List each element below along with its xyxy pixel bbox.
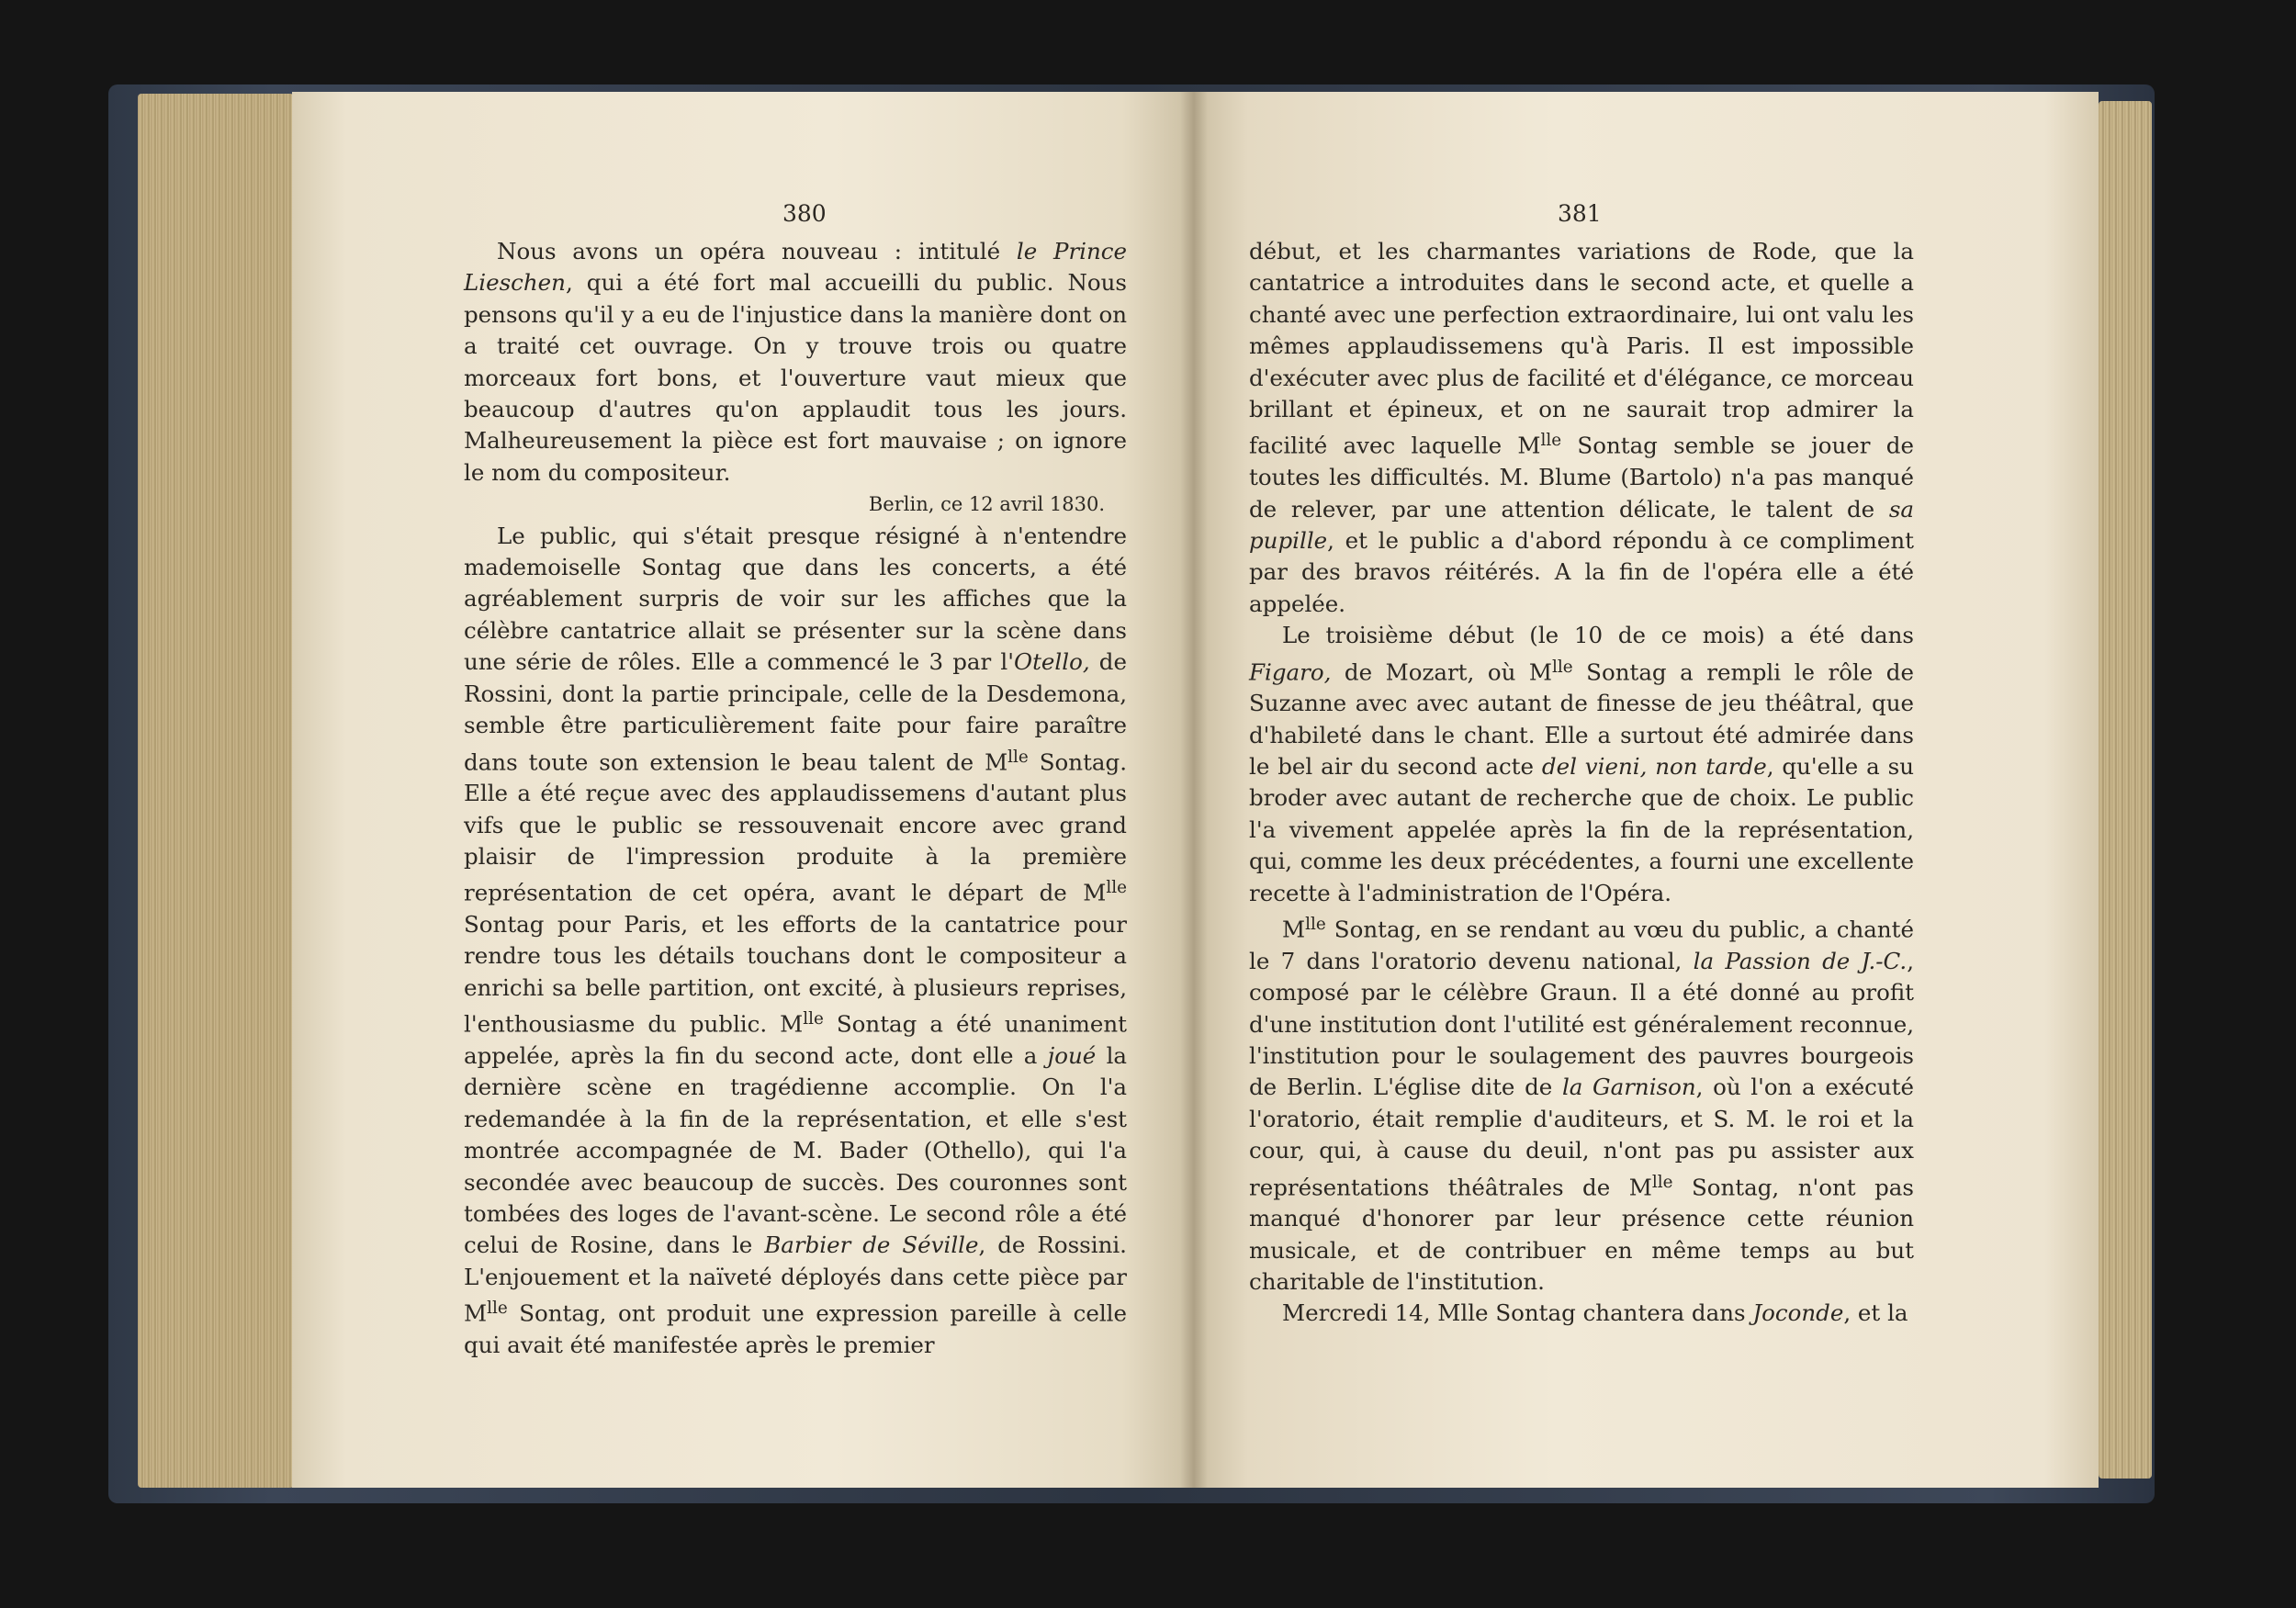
title-prince-lieschen: le Prince Lieschen <box>464 238 1127 297</box>
abbrev-lle: lle <box>1651 1172 1673 1192</box>
text-run: , où l'on a exécuté l'oratorio, était remplie d'auditeurs, et S. M. le roi et la cour, qui, à cause du deuil, n'ont pas pu assister aux représentations théâtrales de M <box>1249 1074 1914 1200</box>
abbrev-lle: lle <box>1540 431 1562 451</box>
text-run: Sontag. Elle a été reçue avec des applaudissemens d'autant plus vifs que le public se ressouvenait encore avec grand plaisir de l'impression produite à la première représentation de cet opéra, avant le départ de M <box>464 748 1127 906</box>
page-edges-right <box>2099 101 2152 1479</box>
emphasis-joue: joué <box>1047 1041 1097 1069</box>
abbrev-lle: lle <box>1305 915 1326 935</box>
title-garnison: la Garnison <box>1561 1074 1696 1101</box>
title-figaro: Figaro, <box>1249 658 1332 685</box>
abbrev-lle: lle <box>1552 657 1573 677</box>
title-passion: la Passion de J.-C. <box>1693 947 1908 974</box>
abbrev-lle: lle <box>1007 747 1029 767</box>
text-run: , qui a été fort mal accueilli du public. Nous pensons qu'il y a eu de l'injustice dans la manière dont on a traité cet ouvrage. On y trouve trois ou quatre morceaux fort bons, et l'ouverture vaut mieux que beaucoup d'autres qu'on applaudit tous les jours. Malheureusement la pièce est fort mauvaise ; on ignore le nom du compositeur. <box>464 269 1127 486</box>
text-run: Sontag, n'ont pas manqué d'honorer par leur présence cette réunion musicale, et de contribuer en même temps au but charitable de l'institution. <box>1249 1173 1914 1296</box>
abbrev-m: M <box>1282 916 1306 943</box>
text-run: Sontag, ont produit une expression pareille à celle qui avait été manifestée après le premier <box>464 1299 1127 1358</box>
text-run: Nous avons un opéra nouveau : intitulé <box>497 238 1017 264</box>
page-number-left: 380 <box>782 200 827 227</box>
paragraph <box>1249 1298 1914 1329</box>
abbrev-lle: lle <box>803 1009 824 1029</box>
text-run: Sontag a été unaniment appelée, après la fin du second acte, dont elle a <box>464 1010 1127 1069</box>
title-barbier: Barbier de Séville <box>764 1231 979 1259</box>
paragraph <box>464 521 1127 1362</box>
text-run: de Rossini, dont la partie principale, celle de la Desdemona, semble être particulièrement faite pour faire paraître dans toute son extension le beau talent de M <box>464 648 1127 775</box>
abbrev-lle: lle <box>487 1299 508 1319</box>
book-gutter <box>1180 92 1208 1488</box>
text-run: de Mozart, où M <box>1331 658 1553 685</box>
title-otello: Otello, <box>1013 648 1090 676</box>
page-number-right: 381 <box>1558 200 1602 227</box>
text-run: Sontag semble se jouer de toutes les difficultés. M. Blume (Bartolo) n'a pas manqué de relever, par une attention délicate, le talent de <box>1249 432 1914 523</box>
paragraph <box>1249 909 1914 1298</box>
text-run: Sontag, en se rendant au vœu du public, a chanté le 7 dans l'oratorio devenu national, <box>1249 916 1914 974</box>
text-run: Sontag a rempli le rôle de Suzanne avec avec autant de finesse de jeu théâtral, que d'habileté dans le chant. Elle a surtout été admirée dans le bel air du second acte <box>1249 658 1914 781</box>
page-edges-left <box>138 94 294 1488</box>
text-run: , qu'elle a su broder avec autant de recherche que de choix. Le public l'a vivement appelée après la fin de la représentation, qui, comme les deux précédentes, a fourni une excellente recette à l'administration de l'Opéra. <box>1249 753 1914 906</box>
emphasis-pupille: sa pupille <box>1249 495 1914 554</box>
text-run: début, et les charmantes variations de Rode, que la cantatrice a introduites dans le second acte, et quelle a chanté avec une perfection extraordinaire, lui ont valu les mêmes applaudissemens qu'à Paris. Il est impossible d'exécuter avec plus de facilité et d'élégance, ce morceau brillant et épineux, et on ne saurait trop admirer la facilité avec laquelle M <box>1249 238 1914 459</box>
text-run: Le troisième début (le 10 de ce mois) a été dans <box>1282 622 1914 649</box>
text-run: , de Rossini. L'enjouement et la naïveté déployés dans cette pièce par M <box>464 1231 1127 1327</box>
text-run: Le public, qui s'était presque résigné à n'entendre mademoiselle Sontag que dans les concerts, a été agréablement surpris de voir sur les affiches que la célèbre cantatrice allait se présenter sur la scène dans une série de rôles. Elle a commencé le 3 par l' <box>464 522 1127 676</box>
title-joconde: Joconde <box>1752 1299 1844 1327</box>
text-run: la dernière scène en tragédienne accomplie. On l'a redemandée à la fin de la représentation, et elle s'est montrée accompagnée de M. Bader (Othello), qui l'a secondée avec beaucoup de succès. Des couronnes sont tombées des loges de l'avant-scène. Le second rôle a été celui de Rosine, dans le <box>464 1041 1128 1259</box>
left-page-text <box>464 236 1127 1361</box>
text-run: Mercredi 14, Mlle Sontag chantera dans <box>1282 1299 1753 1327</box>
paragraph <box>1249 620 1914 909</box>
text-run: , et le public a d'abord répondu à ce compliment par des bravos réitérés. A la fin de l'opéra elle a été appelée. <box>1249 526 1914 617</box>
title-del-vieni: del vieni, non tarde <box>1541 753 1767 781</box>
paragraph <box>464 236 1127 489</box>
dateline: Berlin, ce 12 avril 1830. <box>868 493 1105 516</box>
paragraph <box>1249 236 1914 620</box>
text-run: , et la <box>1843 1299 1908 1327</box>
text-run: Sontag pour Paris, et les efforts de la cantatrice pour rendre tous les détails touchans dont le compositeur a enrichi sa belle partition, ont excité, à plusieurs reprises, l'enthousiasme du public. M <box>464 911 1127 1038</box>
text-run: , composé par le célèbre Graun. Il a été donné au profit d'une institution dont l'utilité est généralement reconnue, l'institution pour le soulagement des pauvres bourgeois de Berlin. L'église dite de <box>1249 947 1915 1101</box>
right-page-text <box>1249 236 1914 1330</box>
abbrev-lle: lle <box>1106 878 1127 898</box>
